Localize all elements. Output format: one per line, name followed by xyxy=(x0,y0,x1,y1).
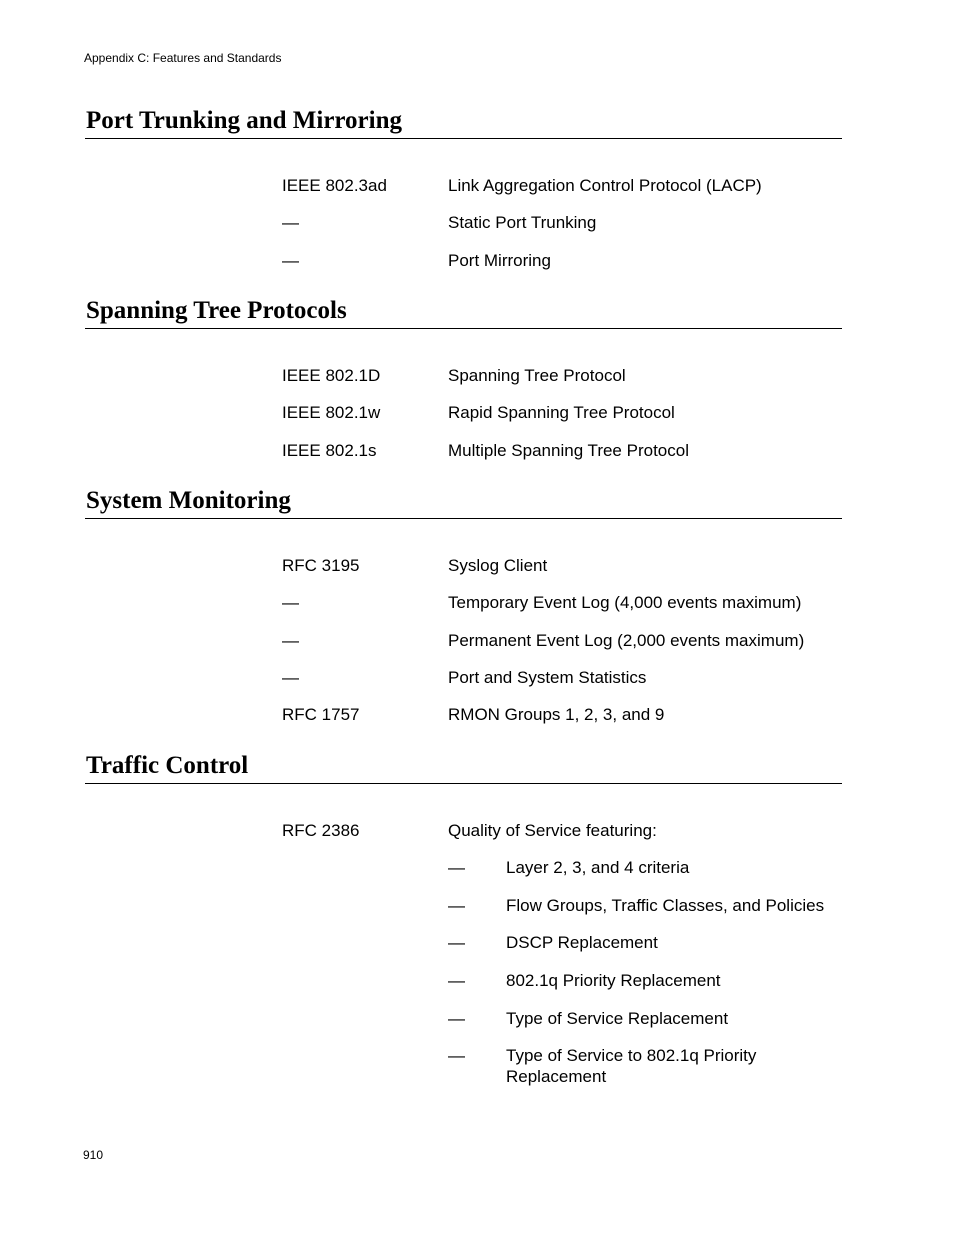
standard-description: Port Mirroring xyxy=(448,250,551,270)
standard-description: Static Port Trunking xyxy=(448,213,597,233)
bullet-dash: — xyxy=(448,933,465,953)
standard-row xyxy=(85,402,842,439)
standard-id: IEEE 802.1s xyxy=(282,440,377,460)
qos-feature-item xyxy=(85,970,842,1008)
standard-row xyxy=(85,440,842,477)
qos-feature-item xyxy=(85,895,842,933)
qos-feature-text: Type of Service Replacement xyxy=(506,1008,729,1028)
qos-feature-text: Flow Groups, Traffic Classes, and Policies xyxy=(506,895,825,915)
page-number: 910 xyxy=(83,1148,104,1162)
standard-id: RFC 2386 xyxy=(282,821,360,840)
standard-row xyxy=(85,250,842,287)
section-spanning-tree xyxy=(85,296,842,477)
standard-description: Rapid Spanning Tree Protocol xyxy=(448,403,675,423)
standard-row xyxy=(85,592,842,629)
section-title: System Monitoring xyxy=(85,486,842,519)
standards-list xyxy=(85,175,842,287)
standard-description: Link Aggregation Control Protocol (LACP) xyxy=(448,176,762,195)
section-system-monitoring xyxy=(85,486,842,741)
bullet-dash: — xyxy=(448,895,465,915)
qos-feature-text: Layer 2, 3, and 4 criteria xyxy=(506,858,690,878)
standard-row xyxy=(85,820,842,857)
standards-list xyxy=(85,820,842,1087)
standard-description: Syslog Client xyxy=(448,556,548,575)
bullet-dash: — xyxy=(448,858,465,878)
qos-feature-text: 802.1q Priority Replacement xyxy=(506,971,721,991)
section-title: Traffic Control xyxy=(85,751,842,784)
qos-feature-text: Type of Service to 802.1q Priority Replacement xyxy=(506,1046,757,1087)
qos-feature-text: DSCP Replacement xyxy=(506,933,658,953)
bullet-dash: — xyxy=(448,971,465,991)
standard-row xyxy=(85,365,842,402)
standards-list xyxy=(85,555,842,741)
standard-id: IEEE 802.1w xyxy=(282,403,381,423)
qos-feature-item xyxy=(85,1008,842,1046)
standards-list xyxy=(85,365,842,477)
running-header: Appendix C: Features and Standards xyxy=(84,51,282,65)
standard-row xyxy=(85,630,842,667)
standard-description: RMON Groups 1, 2, 3, and 9 xyxy=(448,705,665,725)
bullet-dash: — xyxy=(448,1046,465,1066)
standard-id: — xyxy=(282,667,299,687)
standard-description: Temporary Event Log (4,000 events maximum) xyxy=(448,593,802,613)
standard-id: — xyxy=(282,630,299,650)
section-port-trunking xyxy=(85,106,842,287)
section-title: Port Trunking and Mirroring xyxy=(85,106,842,139)
standard-description: Permanent Event Log (2,000 events maximum) xyxy=(448,630,805,650)
standard-id: RFC 3195 xyxy=(282,556,360,575)
qos-feature-item xyxy=(85,857,842,895)
qos-feature-item xyxy=(85,1045,842,1087)
standard-id: — xyxy=(282,250,299,270)
standard-row xyxy=(85,175,842,212)
standard-id: IEEE 802.3ad xyxy=(282,176,387,195)
standard-row xyxy=(85,212,842,249)
standard-description: Multiple Spanning Tree Protocol xyxy=(448,440,689,460)
qos-feature-item xyxy=(85,932,842,970)
standard-description: Port and System Statistics xyxy=(448,667,647,687)
standard-id: — xyxy=(282,213,299,233)
standard-description: Quality of Service featuring: xyxy=(448,821,657,840)
standard-row xyxy=(85,555,842,592)
standard-description: Spanning Tree Protocol xyxy=(448,366,626,385)
standard-id: IEEE 802.1D xyxy=(282,366,381,385)
standard-id: — xyxy=(282,593,299,613)
standard-id: RFC 1757 xyxy=(282,705,360,725)
standard-row xyxy=(85,667,842,704)
section-title: Spanning Tree Protocols xyxy=(85,296,842,329)
standard-row xyxy=(85,704,842,741)
section-traffic-control xyxy=(85,751,842,1087)
bullet-dash: — xyxy=(448,1008,465,1028)
